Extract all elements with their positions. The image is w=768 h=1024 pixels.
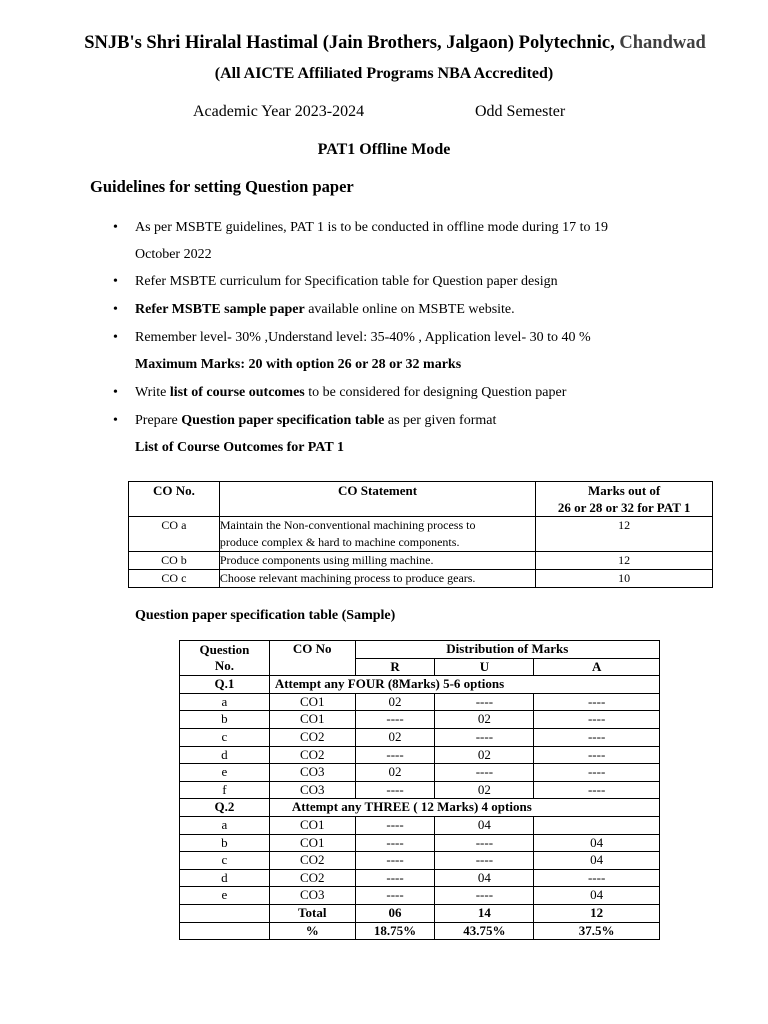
marks-header bbox=[536, 482, 713, 517]
percent-label: % bbox=[269, 922, 355, 940]
co-statement bbox=[219, 517, 535, 552]
sub-question: d bbox=[180, 746, 270, 764]
guideline-6-pre: Prepare bbox=[135, 413, 182, 428]
r-marks: ---- bbox=[355, 781, 435, 799]
table-row bbox=[180, 887, 660, 905]
table-header-row bbox=[129, 482, 713, 517]
co-code: CO a bbox=[129, 517, 220, 552]
q2-instruction: Attempt any THREE ( 12 Marks) 4 options bbox=[269, 799, 659, 817]
guideline-5-bold: list of course outcomes bbox=[169, 385, 305, 400]
percent-row bbox=[180, 922, 660, 940]
co-code: CO1 bbox=[269, 834, 355, 852]
a-marks: ---- bbox=[534, 781, 660, 799]
table-row bbox=[129, 517, 713, 552]
sub-question: a bbox=[180, 816, 270, 834]
co-code: CO2 bbox=[269, 728, 355, 746]
q1-subquestions bbox=[180, 693, 660, 799]
u-marks: 02 bbox=[435, 746, 534, 764]
table-row bbox=[180, 852, 660, 870]
table-row bbox=[129, 552, 713, 570]
u-header: U bbox=[435, 658, 534, 676]
guideline-5 bbox=[135, 384, 695, 402]
a-marks: 04 bbox=[534, 852, 660, 870]
r-marks: 02 bbox=[355, 728, 435, 746]
bullet-dot: • bbox=[113, 413, 118, 428]
sub-question: e bbox=[180, 764, 270, 782]
a-marks: 04 bbox=[534, 834, 660, 852]
sub-question: a bbox=[180, 693, 270, 711]
bullet-dot: • bbox=[113, 385, 118, 400]
bullet-dot: • bbox=[113, 220, 118, 235]
accreditation-line: (All AICTE Affiliated Programs NBA Accredited) bbox=[214, 65, 554, 82]
sub-question: f bbox=[180, 781, 270, 799]
r-marks: ---- bbox=[355, 711, 435, 729]
table-row bbox=[180, 781, 660, 799]
co-marks: 12 bbox=[536, 517, 713, 552]
a-marks: ---- bbox=[534, 746, 660, 764]
total-row bbox=[180, 904, 660, 922]
a-header: A bbox=[534, 658, 660, 676]
question-paper-spec-table bbox=[179, 640, 660, 940]
r-marks: 02 bbox=[355, 764, 435, 782]
question-no-header bbox=[180, 641, 270, 676]
r-header: R bbox=[355, 658, 435, 676]
table-row bbox=[180, 746, 660, 764]
sub-question: b bbox=[180, 711, 270, 729]
u-marks: 02 bbox=[435, 781, 534, 799]
academic-year: Academic Year 2023-2024 bbox=[193, 103, 365, 120]
guideline-2: Refer MSBTE curriculum for Specification table for Question paper design bbox=[135, 274, 558, 289]
a-marks: ---- bbox=[534, 711, 660, 729]
co-code: CO c bbox=[129, 570, 220, 588]
institute-name: SNJB's Shri Hiralal Hastimal (Jain Brothers, Jalgaon) Polytechnic, bbox=[84, 33, 615, 53]
u-marks: ---- bbox=[435, 728, 534, 746]
co-no-header: CO No. bbox=[129, 482, 220, 517]
u-marks: 02 bbox=[435, 711, 534, 729]
co-marks: 12 bbox=[536, 552, 713, 570]
q1-row bbox=[180, 676, 660, 694]
q1-label: Q.1 bbox=[180, 676, 270, 694]
semester: Odd Semester bbox=[475, 103, 566, 120]
r-marks: ---- bbox=[355, 746, 435, 764]
co-code: CO1 bbox=[269, 711, 355, 729]
r-marks: ---- bbox=[355, 816, 435, 834]
a-marks: ---- bbox=[534, 728, 660, 746]
total-r: 06 bbox=[355, 904, 435, 922]
table-header-row bbox=[180, 641, 660, 659]
institute-place: Chandwad bbox=[619, 33, 706, 53]
bullet-dot: • bbox=[113, 274, 118, 289]
guideline-3-rest: available online on MSBTE website. bbox=[304, 302, 515, 317]
guideline-3-bold: Refer MSBTE sample paper bbox=[135, 302, 305, 317]
marks-header-line1: Marks out of bbox=[588, 483, 661, 498]
co-statement-line: Maintain the Non-conventional machining process to bbox=[219, 518, 476, 532]
a-marks: 04 bbox=[534, 887, 660, 905]
table-row bbox=[180, 693, 660, 711]
total-u: 14 bbox=[435, 904, 534, 922]
q2-label: Q.2 bbox=[180, 799, 270, 817]
total-label: Total bbox=[269, 904, 355, 922]
a-marks bbox=[534, 816, 660, 834]
r-marks: 02 bbox=[355, 693, 435, 711]
guideline-6 bbox=[135, 412, 695, 430]
percent-u: 43.75% bbox=[435, 922, 534, 940]
spec-table-heading: Question paper specification table (Sample) bbox=[135, 608, 396, 623]
max-marks: Maximum Marks: 20 with option 26 or 28 or 32 marks bbox=[135, 357, 462, 372]
co-code: CO2 bbox=[269, 869, 355, 887]
table-row bbox=[180, 728, 660, 746]
co-code: CO1 bbox=[269, 693, 355, 711]
co-code: CO b bbox=[129, 552, 220, 570]
u-marks: ---- bbox=[435, 852, 534, 870]
co-statement-line: produce complex & hard to machine components. bbox=[219, 535, 460, 549]
co-code: CO2 bbox=[269, 852, 355, 870]
institute-title bbox=[0, 33, 768, 54]
bullet-dot: • bbox=[113, 302, 118, 317]
table-row bbox=[180, 764, 660, 782]
r-marks: ---- bbox=[355, 852, 435, 870]
guideline-1-line1: As per MSBTE guidelines, PAT 1 is to be conducted in offline mode during 17 to 19 bbox=[135, 220, 608, 235]
guideline-4: Remember level- 30% ,Understand level: 35-40% , Application level- 30 to 40 % bbox=[135, 330, 591, 345]
guideline-1-line2: October 2022 bbox=[135, 247, 212, 262]
sub-question: c bbox=[180, 852, 270, 870]
sub-question: d bbox=[180, 869, 270, 887]
u-marks: 04 bbox=[435, 816, 534, 834]
u-marks: ---- bbox=[435, 887, 534, 905]
r-marks: ---- bbox=[355, 834, 435, 852]
co-statement-header: CO Statement bbox=[219, 482, 535, 517]
guideline-3 bbox=[135, 301, 695, 319]
co-marks: 10 bbox=[536, 570, 713, 588]
co-statement: Produce components using milling machine. bbox=[219, 552, 535, 570]
co-list-heading: List of Course Outcomes for PAT 1 bbox=[135, 440, 344, 455]
co-code: CO3 bbox=[269, 764, 355, 782]
percent-a: 37.5% bbox=[534, 922, 660, 940]
table-row bbox=[180, 711, 660, 729]
co-code: CO3 bbox=[269, 781, 355, 799]
sub-question: e bbox=[180, 887, 270, 905]
co-code: CO1 bbox=[269, 816, 355, 834]
table-row bbox=[180, 816, 660, 834]
q1-instruction: Attempt any FOUR (8Marks) 5-6 options bbox=[269, 676, 659, 694]
guideline-5-post: to be considered for designing Question paper bbox=[304, 385, 567, 400]
guideline-6-post: as per given format bbox=[384, 413, 497, 428]
empty-cell bbox=[180, 904, 270, 922]
a-marks: ---- bbox=[534, 869, 660, 887]
a-marks: ---- bbox=[534, 764, 660, 782]
marks-header-line2: 26 or 28 or 32 for PAT 1 bbox=[557, 500, 691, 515]
question-header-line2: No. bbox=[214, 658, 234, 674]
q2-row bbox=[180, 799, 660, 817]
co-code: CO2 bbox=[269, 746, 355, 764]
guideline-6-bold: Question paper specification table bbox=[181, 413, 385, 428]
bullet-dot: • bbox=[113, 330, 118, 345]
u-marks: ---- bbox=[435, 834, 534, 852]
table-row bbox=[129, 570, 713, 588]
u-marks: ---- bbox=[435, 764, 534, 782]
guidelines-heading: Guidelines for setting Question paper bbox=[90, 177, 354, 196]
co-code: CO3 bbox=[269, 887, 355, 905]
course-outcomes-table bbox=[128, 481, 713, 588]
question-header-line1: Question bbox=[199, 641, 250, 657]
percent-r: 18.75% bbox=[355, 922, 435, 940]
q2-subquestions bbox=[180, 816, 660, 904]
r-marks: ---- bbox=[355, 869, 435, 887]
a-marks: ---- bbox=[534, 693, 660, 711]
co-statement: Choose relevant machining process to produce gears. bbox=[219, 570, 535, 588]
table-row bbox=[180, 869, 660, 887]
guideline-5-pre: Write bbox=[135, 385, 170, 400]
exam-mode: PAT1 Offline Mode bbox=[317, 141, 451, 158]
total-a: 12 bbox=[534, 904, 660, 922]
r-marks: ---- bbox=[355, 887, 435, 905]
distribution-header: Distribution of Marks bbox=[355, 641, 659, 659]
empty-cell bbox=[180, 922, 270, 940]
sub-question: b bbox=[180, 834, 270, 852]
table-row bbox=[180, 834, 660, 852]
sub-question: c bbox=[180, 728, 270, 746]
u-marks: ---- bbox=[435, 693, 534, 711]
u-marks: 04 bbox=[435, 869, 534, 887]
co-no-header: CO No bbox=[269, 641, 355, 676]
